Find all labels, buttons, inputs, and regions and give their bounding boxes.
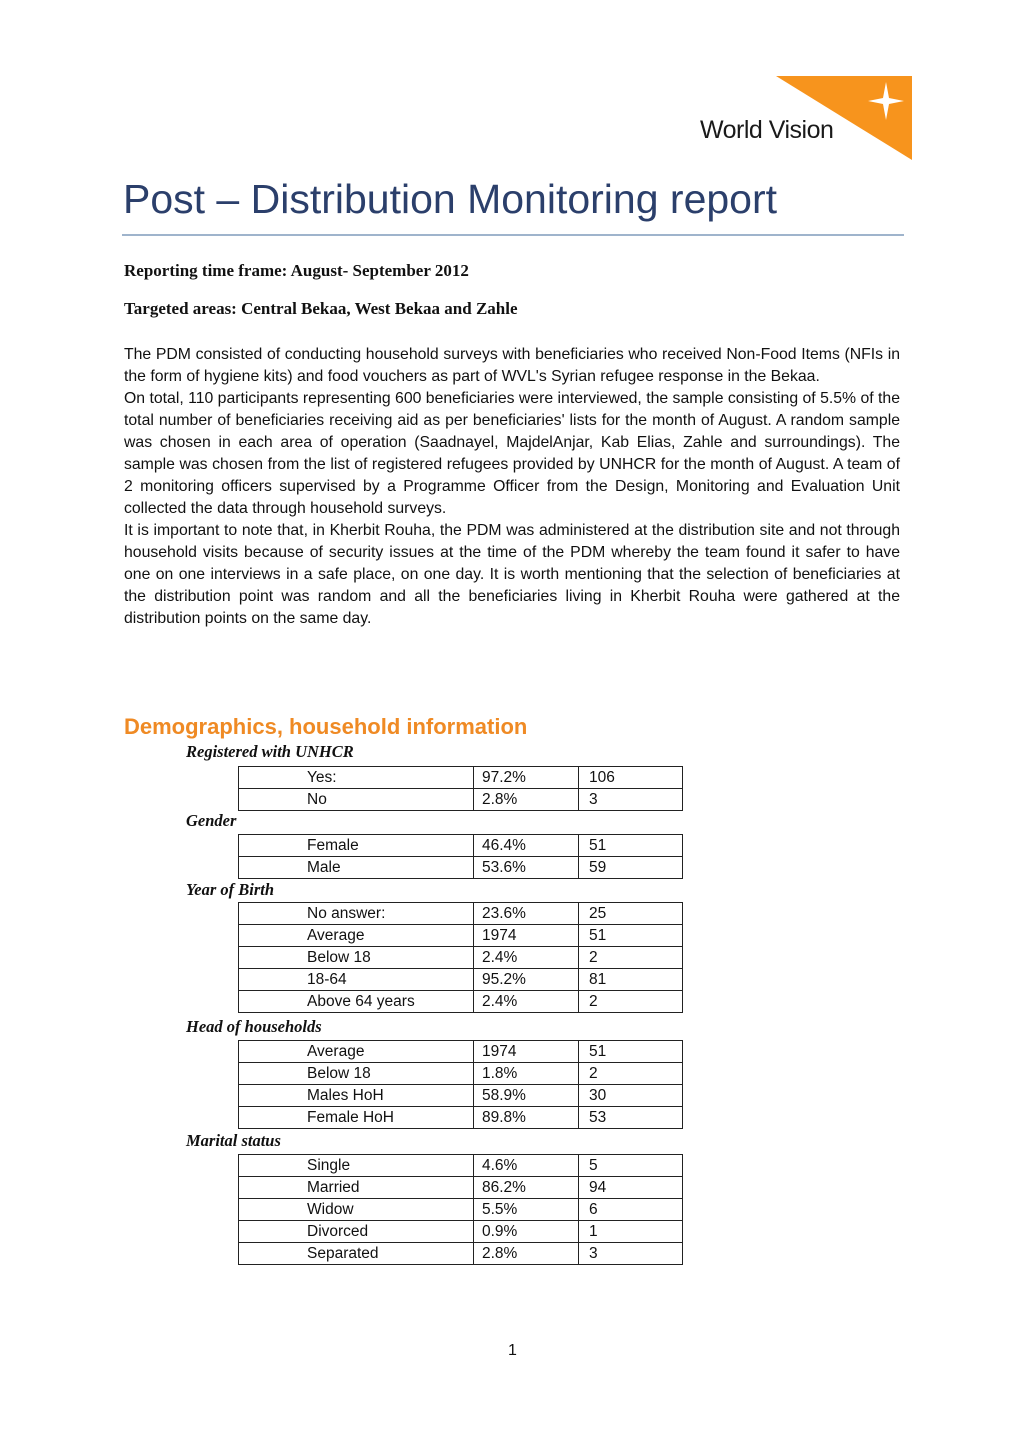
row-count: 5 <box>579 1155 683 1177</box>
row-label: Average <box>305 925 474 947</box>
row-percent: 23.6% <box>474 903 579 925</box>
row-count: 59 <box>579 857 683 879</box>
group-label-head-of-households: Head of households <box>186 1017 322 1036</box>
row-percent: 1974 <box>474 1041 579 1063</box>
logo-text: World Vision <box>700 116 834 144</box>
group-label-marital-status: Marital status <box>186 1131 281 1150</box>
row-percent: 2.4% <box>474 947 579 969</box>
table-row <box>239 969 683 991</box>
row-percent: 2.8% <box>474 789 579 811</box>
row-label: Male <box>305 857 474 879</box>
row-count: 2 <box>579 991 683 1013</box>
table-row <box>239 1199 683 1221</box>
page-title: Post – Distribution Monitoring report <box>123 176 778 222</box>
row-percent: 53.6% <box>474 857 579 879</box>
table-marital-status <box>238 1154 683 1265</box>
table-row <box>239 991 683 1013</box>
row-label: 18-64 <box>305 969 474 991</box>
row-percent: 46.4% <box>474 835 579 857</box>
row-count: 3 <box>579 1243 683 1265</box>
table-row <box>239 1041 683 1063</box>
table-head-of-households <box>238 1040 683 1129</box>
row-percent: 4.6% <box>474 1155 579 1177</box>
row-count: 106 <box>579 767 683 789</box>
row-percent: 58.9% <box>474 1085 579 1107</box>
table-row <box>239 925 683 947</box>
row-label: Female <box>305 835 474 857</box>
row-label: No <box>305 789 474 811</box>
row-count: 81 <box>579 969 683 991</box>
section-heading: Demographics, household information <box>124 714 528 739</box>
row-label: Males HoH <box>305 1085 474 1107</box>
row-percent: 89.8% <box>474 1107 579 1129</box>
row-count: 94 <box>579 1177 683 1199</box>
table-row <box>239 1155 683 1177</box>
title-divider <box>122 234 904 236</box>
row-percent: 97.2% <box>474 767 579 789</box>
row-count: 1 <box>579 1221 683 1243</box>
row-label: Below 18 <box>305 1063 474 1085</box>
row-count: 51 <box>579 925 683 947</box>
table-year-of-birth <box>238 902 683 1013</box>
row-count: 6 <box>579 1199 683 1221</box>
row-label: Above 64 years <box>305 991 474 1013</box>
row-count: 2 <box>579 947 683 969</box>
table-row <box>239 767 683 789</box>
group-label-registered: Registered with UNHCR <box>186 742 354 761</box>
table-row <box>239 1243 683 1265</box>
row-percent: 1974 <box>474 925 579 947</box>
group-label-gender: Gender <box>186 811 237 830</box>
table-row <box>239 1063 683 1085</box>
page-number: 1 <box>508 1342 517 1359</box>
paragraph: It is important to note that, in Kherbit Rouha, the PDM was administered at the distribution site and not through household visits because of security issues at the time of the PDM whereby the team found it safer to have one on one interviews in a safe place, on one day. It is worth mentioning that the selection of beneficiaries at the distribution point was random and all the beneficiaries living in Kherbit Rouha were gathered at the distribution points on the same day. <box>124 522 900 627</box>
group-label-year-of-birth: Year of Birth <box>186 880 275 899</box>
row-count: 25 <box>579 903 683 925</box>
table-registered <box>238 766 683 811</box>
row-count: 51 <box>579 835 683 857</box>
row-percent: 1.8% <box>474 1063 579 1085</box>
row-count: 51 <box>579 1041 683 1063</box>
table-row <box>239 947 683 969</box>
row-label: Widow <box>305 1199 474 1221</box>
table-row <box>239 857 683 879</box>
row-label: Below 18 <box>305 947 474 969</box>
row-label: Separated <box>305 1243 474 1265</box>
row-count: 53 <box>579 1107 683 1129</box>
reporting-time-frame: Reporting time frame: August- September 2012 <box>124 261 469 280</box>
world-vision-logo <box>700 76 912 160</box>
row-label: No answer: <box>305 903 474 925</box>
row-label: Yes: <box>305 767 474 789</box>
row-label: Average <box>305 1041 474 1063</box>
row-percent: 2.4% <box>474 991 579 1013</box>
table-row <box>239 903 683 925</box>
row-percent: 0.9% <box>474 1221 579 1243</box>
row-label: Female HoH <box>305 1107 474 1129</box>
targeted-areas: Targeted areas: Central Bekaa, West Bekaa and Zahle <box>124 299 518 318</box>
table-row <box>239 1085 683 1107</box>
paragraph: The PDM consisted of conducting household surveys with beneficiaries who received Non-Food Items (NFIs in the form of hygiene kits) and food vouchers as part of WVL's Syrian refugee response in the Bekaa. <box>124 346 900 385</box>
row-count: 3 <box>579 789 683 811</box>
table-row <box>239 789 683 811</box>
row-count: 2 <box>579 1063 683 1085</box>
row-label: Married <box>305 1177 474 1199</box>
table-row <box>239 1221 683 1243</box>
table-row <box>239 1177 683 1199</box>
table-row <box>239 1107 683 1129</box>
row-percent: 95.2% <box>474 969 579 991</box>
row-percent: 86.2% <box>474 1177 579 1199</box>
paragraph: On total, 110 participants representing 600 beneficiaries were interviewed, the sample consisting of 5.5% of the total number of beneficiaries receiving aid as per beneficiaries' lists for the month of August. A random sample was chosen in each area of operation (Saadnayel, MajdelAnjar, Kab Elias, Zahle and surroundings). The sample was chosen from the list of registered refugees provided by UNHCR for the month of August. A team of 2 monitoring officers supervised by a Programme Officer from the Design, Monitoring and Evaluation Unit collected the data through household surveys. <box>124 390 900 517</box>
table-gender <box>238 834 683 879</box>
table-row <box>239 835 683 857</box>
row-percent: 5.5% <box>474 1199 579 1221</box>
row-label: Single <box>305 1155 474 1177</box>
row-label: Divorced <box>305 1221 474 1243</box>
row-count: 30 <box>579 1085 683 1107</box>
row-percent: 2.8% <box>474 1243 579 1265</box>
body-text <box>124 344 900 630</box>
